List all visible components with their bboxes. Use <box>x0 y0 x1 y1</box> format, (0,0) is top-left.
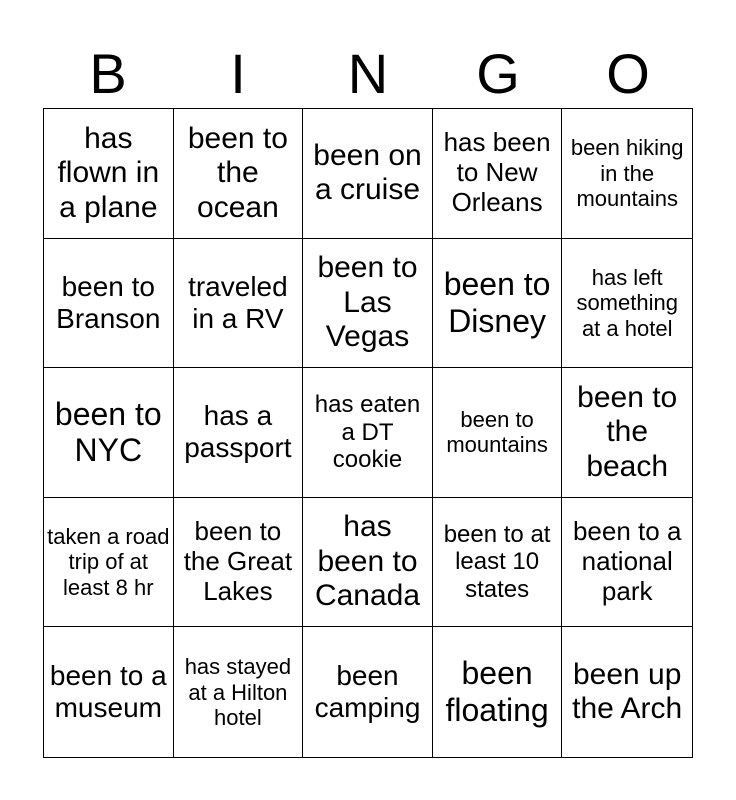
bingo-cell[interactable] <box>433 368 563 498</box>
bingo-cell-text: traveled in a RV <box>188 270 288 334</box>
bingo-card-grid <box>43 108 693 758</box>
bingo-cell[interactable] <box>433 627 563 757</box>
bingo-cell[interactable] <box>174 109 304 239</box>
bingo-cell-text: been to the beach <box>577 380 678 483</box>
bingo-cell-text: been to a national park <box>572 516 682 607</box>
bingo-cell[interactable] <box>433 109 563 239</box>
header-letter-o: O <box>606 42 650 105</box>
bingo-cell[interactable] <box>562 109 692 239</box>
bingo-cell[interactable] <box>174 368 304 498</box>
bingo-cell[interactable] <box>44 239 174 369</box>
bingo-cell-text: has been to New Orleans <box>443 127 551 218</box>
bingo-cell[interactable] <box>562 368 692 498</box>
bingo-cell-text: been to at least 10 states <box>443 520 551 603</box>
bingo-cell[interactable] <box>303 627 433 757</box>
bingo-cell[interactable] <box>303 368 433 498</box>
header-letter-g: G <box>476 42 520 105</box>
bingo-cell[interactable] <box>433 498 563 628</box>
bingo-cell[interactable] <box>44 109 174 239</box>
bingo-cell-text: been camping <box>314 660 421 724</box>
bingo-cell-text: been to Branson <box>56 270 161 334</box>
bingo-cell-text: has been to Canada <box>314 510 421 613</box>
bingo-cell-text: been to the ocean <box>187 121 288 224</box>
bingo-cell[interactable] <box>44 368 174 498</box>
bingo-cell[interactable] <box>433 239 563 369</box>
bingo-cell[interactable] <box>562 498 692 628</box>
bingo-cell-text: been to a museum <box>49 660 167 724</box>
bingo-cell-text: has flown in a plane <box>57 121 160 224</box>
header-letter-n: N <box>347 42 389 105</box>
bingo-cell-text: been to mountains <box>446 407 548 458</box>
bingo-cell-text: has eaten a DT cookie <box>314 391 421 474</box>
bingo-header <box>43 40 693 108</box>
bingo-cell-text: has left something at a hotel <box>576 264 678 341</box>
bingo-cell-text: been to Disney <box>443 266 551 339</box>
bingo-cell-text: has stayed at a Hilton hotel <box>184 654 292 730</box>
bingo-cell[interactable] <box>562 627 692 757</box>
bingo-cell-text: been hiking in the mountains <box>570 135 684 211</box>
bingo-cell[interactable] <box>303 109 433 239</box>
bingo-cell-text: has a passport <box>184 400 292 464</box>
bingo-cell[interactable] <box>303 239 433 369</box>
bingo-cell[interactable] <box>562 239 692 369</box>
bingo-cell-text: been floating <box>445 655 549 729</box>
bingo-cell[interactable] <box>174 239 304 369</box>
bingo-cell[interactable] <box>174 498 304 628</box>
bingo-cell[interactable] <box>303 498 433 628</box>
bingo-cell-text: been to the Great Lakes <box>183 516 293 607</box>
bingo-cell[interactable] <box>174 627 304 757</box>
bingo-cell-text: been to NYC <box>54 395 162 469</box>
header-letter-b: B <box>89 42 127 105</box>
bingo-cell-text: taken a road trip of at least 8 hr <box>47 524 170 600</box>
header-letter-i: I <box>230 42 246 105</box>
bingo-cell-text: been up the Arch <box>572 657 683 726</box>
bingo-cell[interactable] <box>44 627 174 757</box>
bingo-cell-text: been to Las Vegas <box>317 251 418 354</box>
bingo-cell[interactable] <box>44 498 174 628</box>
bingo-cell-text: been on a cruise <box>313 138 422 207</box>
